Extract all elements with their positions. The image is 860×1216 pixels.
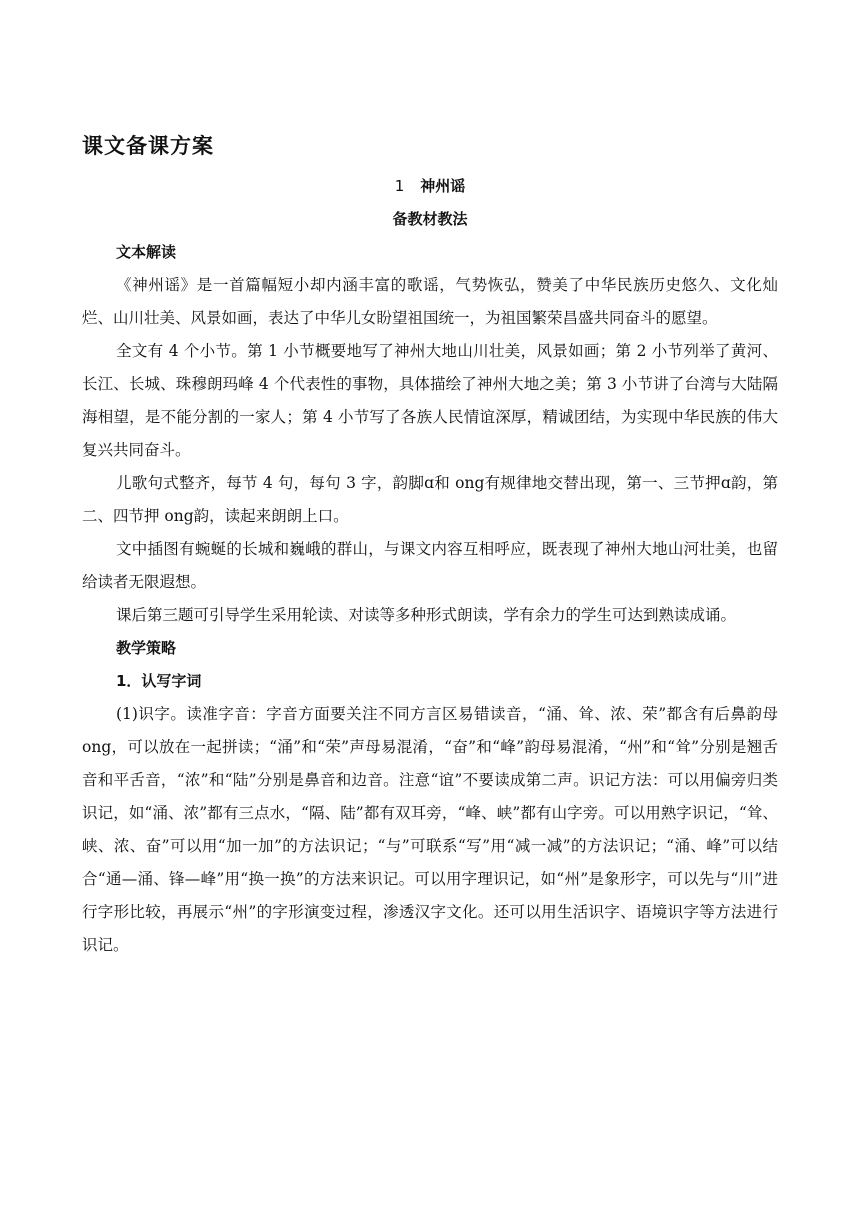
paragraph: (1)识字。读准字音：字音方面要关注不同方言区易错读音，“涌、耸、浓、荣”都含有后鼻韵母 ong，可以放在一起拼读；“涌”和“荣”声母易混淆，“奋”和“峰”韵母易混淆，“州”和“耸”分别是翘舌音和平舌音，“浓”和“陆”分别是鼻音和边音。注意“谊”不要读成第二声。识记方法：可以用偏旁归类识记，如“涌、浓”都有三点水，“隔、陆”都有双耳旁，“峰、峡”都有山字旁。可以用熟字识记，“耸、峡、浓、奋”可以用“加一加”的方法识记；“与”可联系“写”用“减一减”的方法识记；“涌、峰”可以结合“通—涌、锋—峰”用“换一换”的方法来识记。可以用字理识记，如“州”是象形字，可以先与“川”进行字形比较，再展示“州”的字形演变过程，渗透汉字文化。还可以用生活识字、语境识字等方法进行识记。: [82, 705, 779, 954]
paragraph: 全文有 4 个小节。第 1 小节概要地写了神州大地山川壮美，风景如画；第 2 小节列举了黄河、长江、长城、珠穆朗玛峰 4 个代表性的事物，具体描绘了神州大地之美；第 3 小节讲了台湾与大陆隔海相望，是不能分割的一家人；第 4 小节写了各族人民情谊深厚，精诚团结，为实现中华民族的伟大复兴共同奋斗。: [82, 342, 778, 459]
teaching-strategy-heading: 教学策略: [116, 639, 177, 657]
paragraph: 课后第三题可引导学生采用轮读、对读等多种形式朗读，学有余力的学生可达到熟读成诵。: [116, 606, 737, 624]
lesson-number: 1: [394, 177, 405, 195]
section-title: 备教材教法: [392, 210, 468, 228]
document-body: [82, 170, 778, 962]
document-heading: 课文备课方案: [82, 134, 214, 158]
paragraph: 文中插图有蜿蜒的长城和巍峨的群山，与课文内容互相呼应，既表现了神州大地山河壮美，也留给读者无限遐想。: [82, 540, 778, 591]
lesson-title: [82, 170, 778, 203]
strategy-item-heading: 1．认写字词: [116, 672, 202, 690]
paragraph: 《神州谣》是一首篇幅短小却内涵丰富的歌谣，气势恢弘，赞美了中华民族历史悠久、文化灿烂、山川壮美、风景如画，表达了中华儿女盼望祖国统一，为祖国繁荣昌盛共同奋斗的愿望。: [82, 276, 778, 327]
text-interpretation-heading: 文本解读: [116, 243, 177, 261]
lesson-name: 神州谣: [420, 177, 466, 195]
paragraph: 儿歌句式整齐，每节 4 句，每句 3 字，韵脚ɑ和 ong有规律地交替出现，第一、三节押ɑ韵，第二、四节押 ong韵，读起来朗朗上口。: [82, 474, 778, 525]
